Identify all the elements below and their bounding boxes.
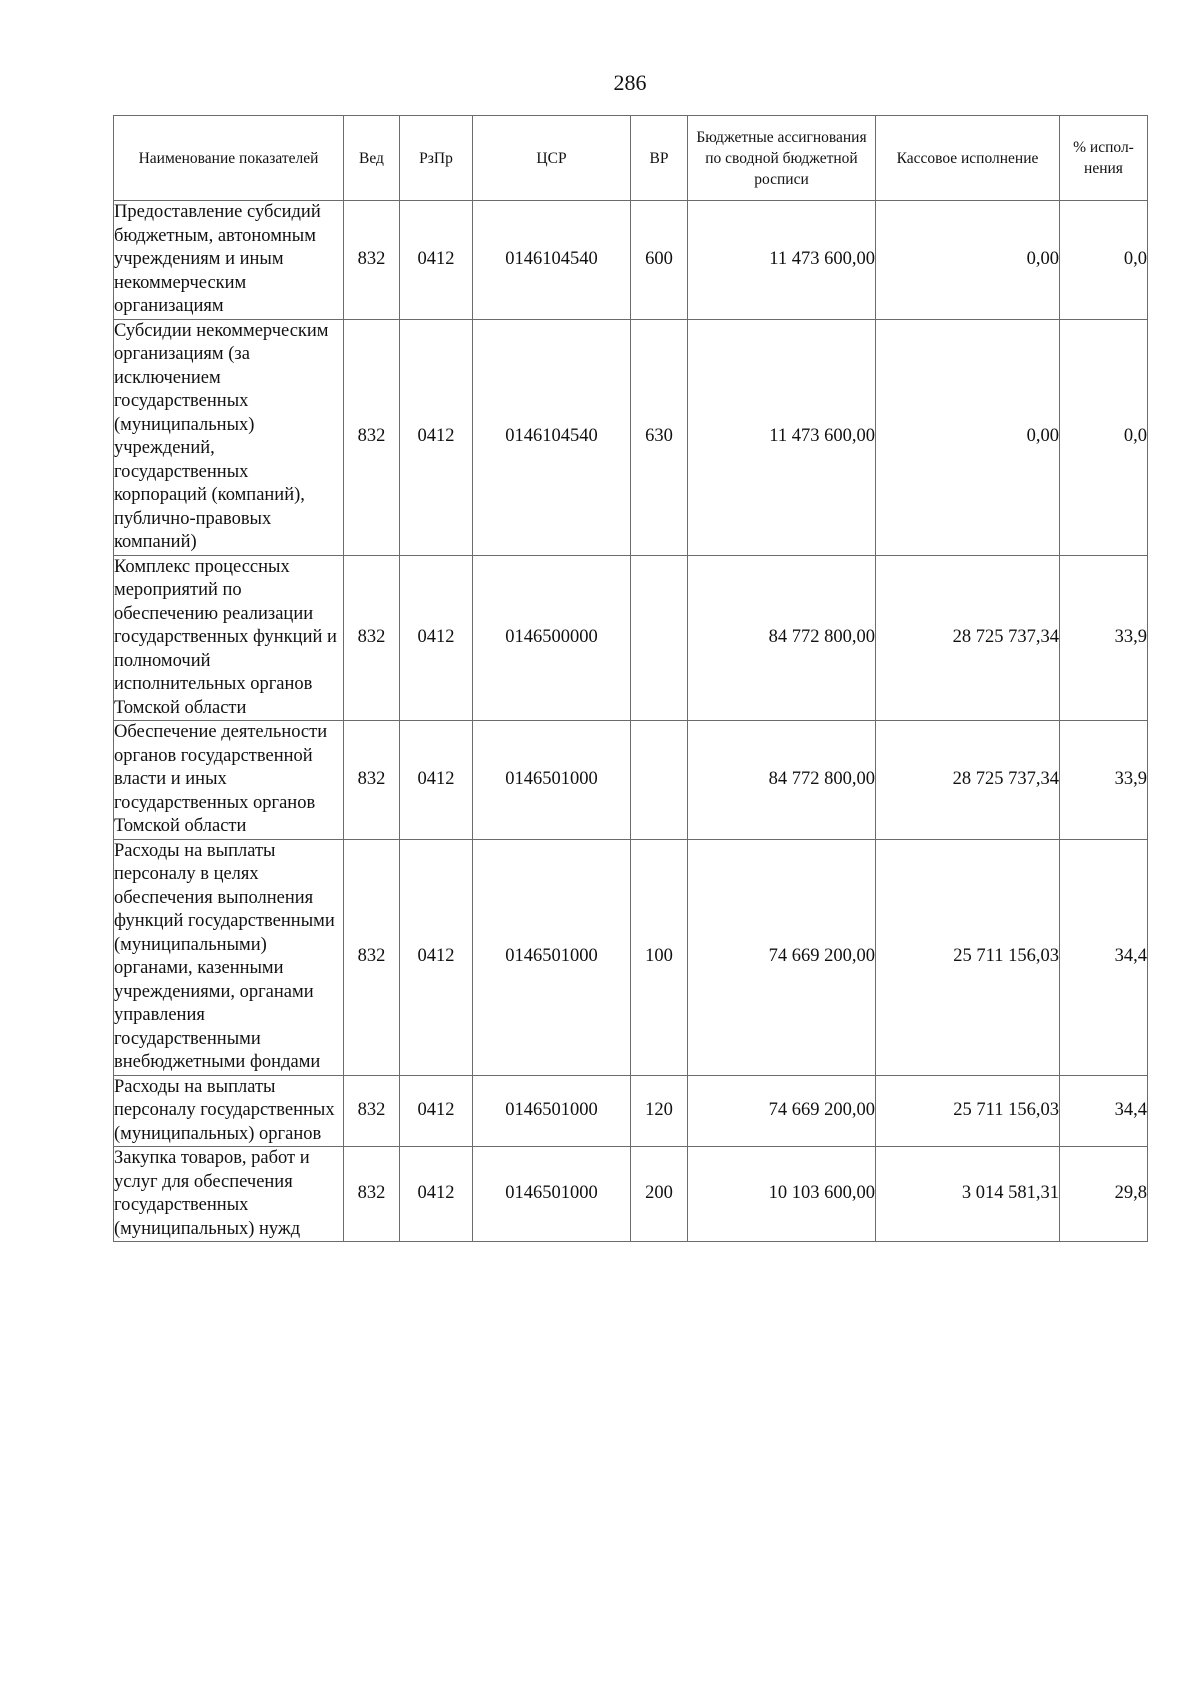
header-csr: ЦСР <box>473 116 631 201</box>
row-ved: 832 <box>344 1075 400 1147</box>
row-name: Обеспечение деятельности органов государственной власти и иных государственных органов Томской области <box>114 721 344 840</box>
row-name: Предоставление субсидий бюджетным, автономным учреждениям и иным некоммерческим организациям <box>114 201 344 320</box>
row-csr: 0146501000 <box>473 1075 631 1147</box>
row-ved: 832 <box>344 201 400 320</box>
row-budget: 84 772 800,00 <box>688 721 876 840</box>
table-row <box>114 1075 1148 1147</box>
row-budget: 74 669 200,00 <box>688 1075 876 1147</box>
table-row <box>114 839 1148 1075</box>
header-percent: % испол-нения <box>1060 116 1148 201</box>
row-cash: 25 711 156,03 <box>876 1075 1060 1147</box>
header-ved: Вед <box>344 116 400 201</box>
row-percent: 33,9 <box>1060 721 1148 840</box>
row-percent: 0,0 <box>1060 319 1148 555</box>
table-row <box>114 721 1148 840</box>
row-name: Расходы на выплаты персоналу государственных (муниципальных) органов <box>114 1075 344 1147</box>
row-rzpr: 0412 <box>400 839 473 1075</box>
row-ved: 832 <box>344 319 400 555</box>
row-rzpr: 0412 <box>400 1147 473 1242</box>
row-percent: 33,9 <box>1060 555 1148 721</box>
row-csr: 0146104540 <box>473 201 631 320</box>
header-name: Наименование показателей <box>114 116 344 201</box>
table-row <box>114 319 1148 555</box>
row-percent: 34,4 <box>1060 839 1148 1075</box>
header-vr: ВР <box>631 116 688 201</box>
row-name: Субсидии некоммерческим организациям (за исключением государственных (муниципальных) учреждений, государственных корпораций (компаний), публично-правовых компаний) <box>114 319 344 555</box>
row-percent: 29,8 <box>1060 1147 1148 1242</box>
table-row <box>114 555 1148 721</box>
row-name: Закупка товаров, работ и услуг для обеспечения государственных (муниципальных) нужд <box>114 1147 344 1242</box>
header-budget: Бюджетные ассигнования по сводной бюджетной росписи <box>688 116 876 201</box>
row-csr: 0146104540 <box>473 319 631 555</box>
row-name: Расходы на выплаты персоналу в целях обеспечения выполнения функций государственными (муниципальными) органами, казенными учреждениями, органами управления государственными внебюджетными фондами <box>114 839 344 1075</box>
row-ved: 832 <box>344 555 400 721</box>
row-csr: 0146501000 <box>473 721 631 840</box>
row-budget: 74 669 200,00 <box>688 839 876 1075</box>
row-vr <box>631 555 688 721</box>
row-cash: 0,00 <box>876 319 1060 555</box>
row-vr <box>631 721 688 840</box>
row-percent: 34,4 <box>1060 1075 1148 1147</box>
budget-execution-table <box>113 115 1148 1242</box>
row-rzpr: 0412 <box>400 1075 473 1147</box>
row-rzpr: 0412 <box>400 319 473 555</box>
row-csr: 0146501000 <box>473 1147 631 1242</box>
row-budget: 11 473 600,00 <box>688 201 876 320</box>
row-budget: 84 772 800,00 <box>688 555 876 721</box>
table-row <box>114 201 1148 320</box>
table-row <box>114 1147 1148 1242</box>
row-cash: 28 725 737,34 <box>876 721 1060 840</box>
row-csr: 0146500000 <box>473 555 631 721</box>
row-ved: 832 <box>344 1147 400 1242</box>
row-rzpr: 0412 <box>400 201 473 320</box>
row-budget: 10 103 600,00 <box>688 1147 876 1242</box>
row-vr: 600 <box>631 201 688 320</box>
row-budget: 11 473 600,00 <box>688 319 876 555</box>
row-vr: 630 <box>631 319 688 555</box>
row-cash: 25 711 156,03 <box>876 839 1060 1075</box>
header-rzpr: РзПр <box>400 116 473 201</box>
row-cash: 0,00 <box>876 201 1060 320</box>
row-cash: 28 725 737,34 <box>876 555 1060 721</box>
row-csr: 0146501000 <box>473 839 631 1075</box>
row-percent: 0,0 <box>1060 201 1148 320</box>
row-cash: 3 014 581,31 <box>876 1147 1060 1242</box>
page-number: 286 <box>613 70 647 95</box>
row-name: Комплекс процессных мероприятий по обеспечению реализации государственных функций и полномочий исполнительных органов Томской области <box>114 555 344 721</box>
row-rzpr: 0412 <box>400 721 473 840</box>
header-cash: Кассовое исполнение <box>876 116 1060 201</box>
row-ved: 832 <box>344 721 400 840</box>
row-rzpr: 0412 <box>400 555 473 721</box>
table-header-row <box>114 116 1148 201</box>
row-vr: 200 <box>631 1147 688 1242</box>
row-ved: 832 <box>344 839 400 1075</box>
row-vr: 120 <box>631 1075 688 1147</box>
row-vr: 100 <box>631 839 688 1075</box>
